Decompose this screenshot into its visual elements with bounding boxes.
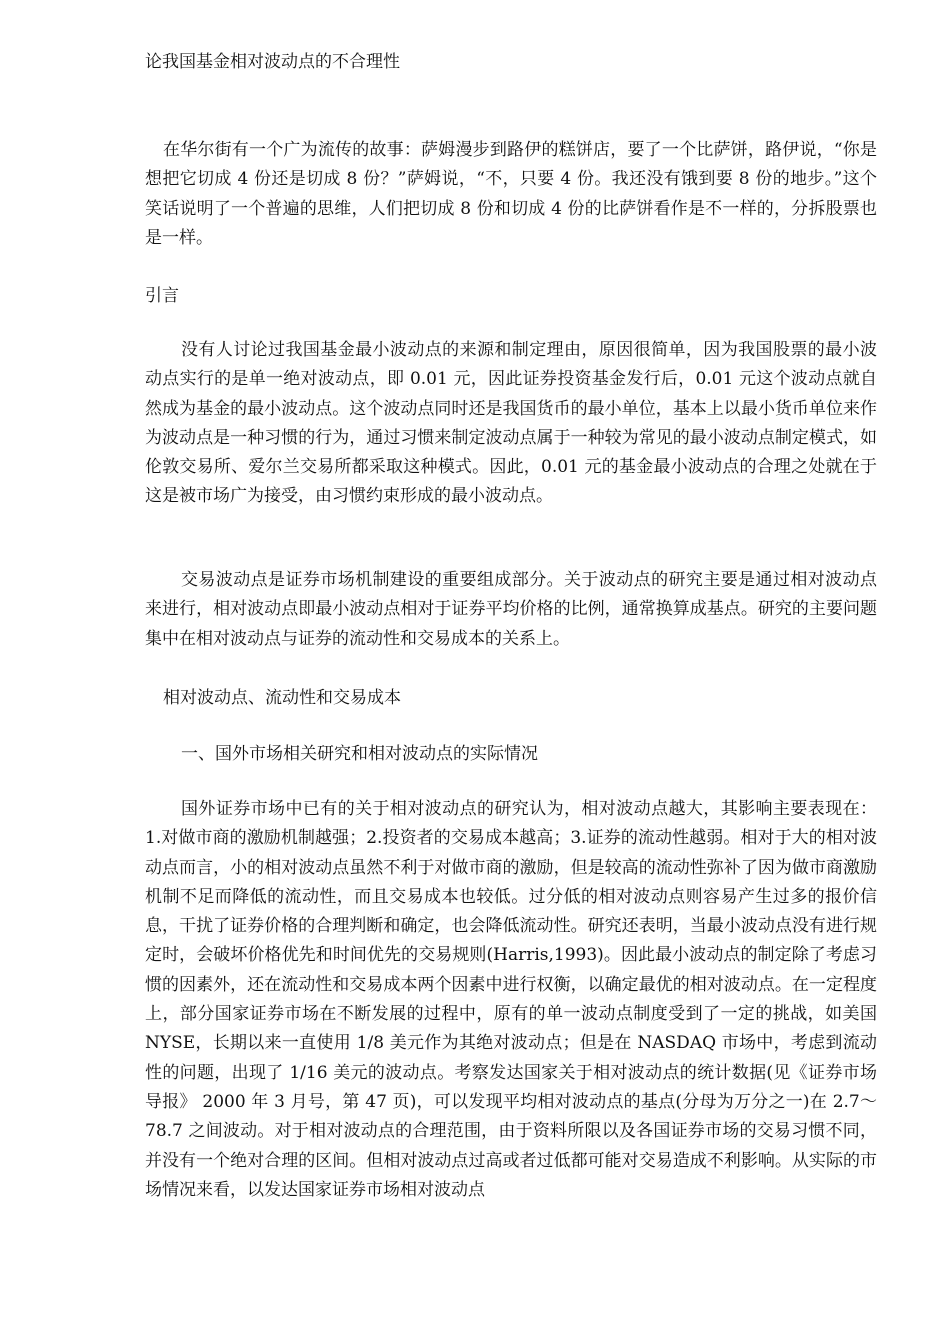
subsection-heading-1: 一、国外市场相关研究和相对波动点的实际情况 (181, 744, 538, 764)
intro-anecdote-paragraph: 在华尔街有一个广为流传的故事：萨姆漫步到路伊的糕饼店，要了一个比萨饼，路伊说，“你是想把它切成 4 份还是切成 8 份？”萨姆说，“不，只要 4 份。我还没有饿到要 8 份的地步。”这个笑话说明了一个普遍的思维，人们把切成 8 份和切成 4 份的比萨饼看作是不一样的，分拆股票也是一样。 (145, 140, 877, 248)
section-heading-1: 相对波动点、流动性和交易成本 (163, 688, 401, 708)
subsection-1-paragraph: 国外证券市场中已有的关于相对波动点的研究认为，相对波动点越大，其影响主要表现在：1.对做市商的激励机制越强；2.投资者的交易成本越高；3.证券的流动性越弱。相对于大的相对波动点而言，小的相对波动点虽然不利于对做市商的激励，但是较高的流动性弥补了因为做市商激励机制不足而降低的流动性，而且交易成本也较低。过分低的相对波动点则容易产生过多的报价信息，干扰了证券价格的合理判断和确定，也会降低流动性。研究还表明，当最小波动点没有进行规定时，会破坏价格优先和时间优先的交易规则(Harris,1993)。因此最小波动点的制定除了考虑习惯的因素外，还在流动性和交易成本两个因素中进行权衡，以确定最优的相对波动点。在一定程度上，部分国家证券市场在不断发展的过程中，原有的单一波动点制度受到了一定的挑战，如美国 NYSE，长期以来一直使用 1/8 美元作为其绝对波动点；但是在 NASDAQ 市场中，考虑到流动性的问题，出现了 1/16 美元的波动点。考察发达国家关于相对波动点的统计数据(见《证券市场导报》 2000 年 3 月号，第 47 页)，可以发现平均相对波动点的基点(分母为万分之一)在 2.7～78.7 之间波动。对于相对波动点的合理范围，由于资料所限以及各国证券市场的交易习惯不同，并没有一个绝对合理的区间。但相对波动点过高或者过低都可能对交易造成不利影响。从实际的市场情况来看，以发达国家证券市场相对波动点 (145, 799, 877, 1200)
document-title: 论我国基金相对波动点的不合理性 (145, 52, 400, 72)
intro-paragraph-1: 没有人讨论过我国基金最小波动点的来源和制定理由，原因很简单，因为我国股票的最小波动点实行的是单一绝对波动点，即 0.01 元，因此证券投资基金发行后，0.01 元这个波动点就自然成为基金的最小波动点。这个波动点同时还是我国货币的最小单位，基本上以最小货币单位来作为波动点是一种习惯的行为，通过习惯来制定波动点属于一种较为常见的最小波动点制定模式，如伦敦交易所、爱尔兰交易所都采取这种模式。因此，0.01 元的基金最小波动点的合理之处就在于这是被市场广为接受，由习惯约束形成的最小波动点。 (145, 340, 877, 507)
section-heading-intro: 引言 (145, 286, 179, 306)
intro-paragraph-2: 交易波动点是证券市场机制建设的重要组成部分。关于波动点的研究主要是通过相对波动点来进行，相对波动点即最小波动点相对于证券平均价格的比例，通常换算成基点。研究的主要问题集中在相对波动点与证券的流动性和交易成本的关系上。 (145, 570, 877, 649)
